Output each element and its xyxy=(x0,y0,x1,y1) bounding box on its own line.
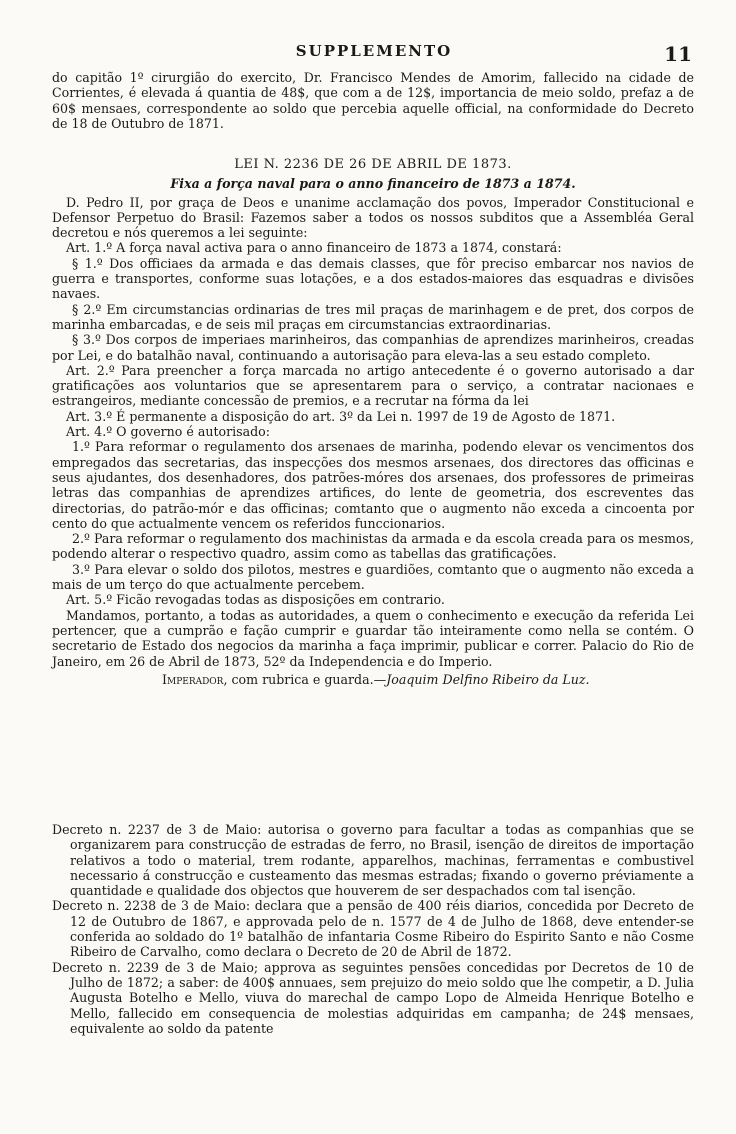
law-article-4: Art. 4.º O governo é autorisado: xyxy=(66,424,271,440)
law-article-1-paragraph-1: § 1.º Dos officiaes da armada e das demais classes, que fôr preciso embarcar nos navios de guerra e transportes, conforme suas lotações, e a dos estados-maiores das esquadras e divisões navaes. xyxy=(52,255,694,302)
signature-name: Joaquim Delfino Ribeiro da Luz. xyxy=(386,671,590,687)
law-title: LEI N. 2236 DE 26 DE ABRIL DE 1873. xyxy=(234,157,512,172)
decree-2237: Decreto n. 2237 de 3 de Maio: autorisa o governo para facultar a todas as companhias que se organizarem para construcção de estradas de ferro, no Brasil, isenção de direitos de importação relativos a todo o material, trem rodante, apparelhos, machinas, ferramentas e combustivel necessario á construcção e custeamento das mesmas estradas; fixando o governo préviamente a quantidade e qualidade dos objectos que houverem de ser despachados com tal isenção. xyxy=(52,822,694,899)
law-signature xyxy=(52,672,694,687)
law-article-1-paragraph-3: § 3.º Dos corpos de imperiaes marinheiros, das companhias de aprendizes marinheiros, creadas por Lei, e do batalhão naval, continuando a autorisação para eleva-las a seu estado completo. xyxy=(52,332,694,363)
signature-label: Imperador, xyxy=(162,671,228,687)
law-article-2: Art. 2.º Para preencher a força marcada no artigo antecedente é o governo autorisado a dar gratificações aos voluntarios que se apresentarem para o serviço, a contratar nacionaes e estrangeiros, mediante concessão de premios, e a recrutar na fórma da lei xyxy=(52,362,694,409)
law-article-5: Art. 5.º Ficão revogadas todas as disposições em contrario. xyxy=(66,592,445,608)
law-article-1: Art. 1.º A força naval activa para o anno financeiro de 1873 a 1874, constará: xyxy=(66,240,562,256)
law-article-3: Art. 3.º É permanente a disposição do art. 3º da Lei n. 1997 de 19 de Agosto de 1871. xyxy=(66,408,616,424)
law-preamble: D. Pedro II, por graça de Deos e unanime acclamação dos povos, Imperador Constitucional e Defensor Perpetuo do Brasil: Fazemos saber a todos os nossos subditos que a Assembléa Geral decretou e nós queremos a lei seguinte: xyxy=(52,194,694,241)
decree-2238: Decreto n. 2238 de 3 de Maio: declara que a pensão de 400 réis diarios, concedida por Decreto de 12 de Outubro de 1867, e approvada pelo de n. 1577 de 4 de Julho de 1868, deve entender-se conferida ao soldado do 1º batalhão de infantaria Cosme Ribeiro do Espirito Santo e não Cosme Ribeiro de Carvalho, como declara o Decreto de 20 de Abril de 1872. xyxy=(52,898,694,960)
law-block xyxy=(52,153,694,687)
law-article-4-item-2: 2.º Para reformar o regulamento dos machinistas da armada e da escola creada para os mesmos, podendo alterar o respectivo quadro, assim como as tabellas das gratificações. xyxy=(52,531,694,562)
intro-block xyxy=(52,70,694,131)
law-article-4-item-1: 1.º Para reformar o regulamento dos arsenaes de marinha, podendo elevar os vencimentos dos empregados das secretarias, das inspecções dos mesmos arsenaes, dos directores das officinas e seus ajudantes, dos desenhadores, dos patrões-móres dos arsenaes, dos professores de primeiras letras das companhias de aprendizes artifices, do lente de geometria, dos escreventes das directorias, do patrão-mór e das officinas; comtanto que o augmento não exceda a cincoenta por cento do que actualmente vencem os referidos funccionarios. xyxy=(52,439,694,531)
header-title: SUPPLEMENTO xyxy=(295,42,453,60)
page-number: 11 xyxy=(664,42,692,66)
law-subtitle: Fixa a força naval para o anno financeiro de 1873 a 1874. xyxy=(170,176,576,192)
law-closing: Mandamos, portanto, a todas as autoridades, a quem o conhecimento e execução da referida Lei pertencer, que a cumprão e fação cumprir e guardar tão inteiramente como nella se contém. O secretario de Estado dos negocios da marinha a faça imprimir, publicar e correr. Palacio do Rio de Janeiro, em 26 de Abril de 1873, 52º da Independencia e do Imperio. xyxy=(52,607,694,669)
law-article-1-paragraph-2: § 2.º Em circumstancias ordinarias de tres mil praças de marinhagem e de pret, dos corpos de marinha embarcadas, e de seis mil praças em circumstancias extraordinarias. xyxy=(52,301,694,332)
law-article-4-item-3: 3.º Para elevar o soldo dos pilotos, mestres e guardiões, comtanto que o augmento não exceda a mais de um terço do que actualmente percebem. xyxy=(52,561,694,593)
decree-2239: Decreto n. 2239 de 3 de Maio; approva as seguintes pensões concedidas por Decretos de 10 de Julho de 1872; a saber: de 400$ annuaes, sem prejuizo do meio soldo que lhe competir, a D. Julia Augusta Botelho e Mello, viuva do marechal de campo Lopo de Almeida Henrique Botelho e Mello, fallecido em consequencia de molestias adquiridas em campanha; de 24$ mensaes, equivalente ao soldo da patente xyxy=(52,959,694,1036)
page-header xyxy=(52,42,696,64)
signature-mid: com rubrica e guarda.— xyxy=(231,671,387,687)
intro-paragraph: do capitão 1º cirurgião do exercito, Dr. Francisco Mendes de Amorim, fallecido na cidade de Corrientes, é elevada á quantia de 48$, que com a de 12$, importancia de meio soldo, prefaz a de 60$ mensaes, correspondente ao soldo que percebia aquelle official, na conformidade do Decreto de 18 de Outubro de 1871. xyxy=(52,70,694,131)
decrees-block xyxy=(52,822,694,1036)
